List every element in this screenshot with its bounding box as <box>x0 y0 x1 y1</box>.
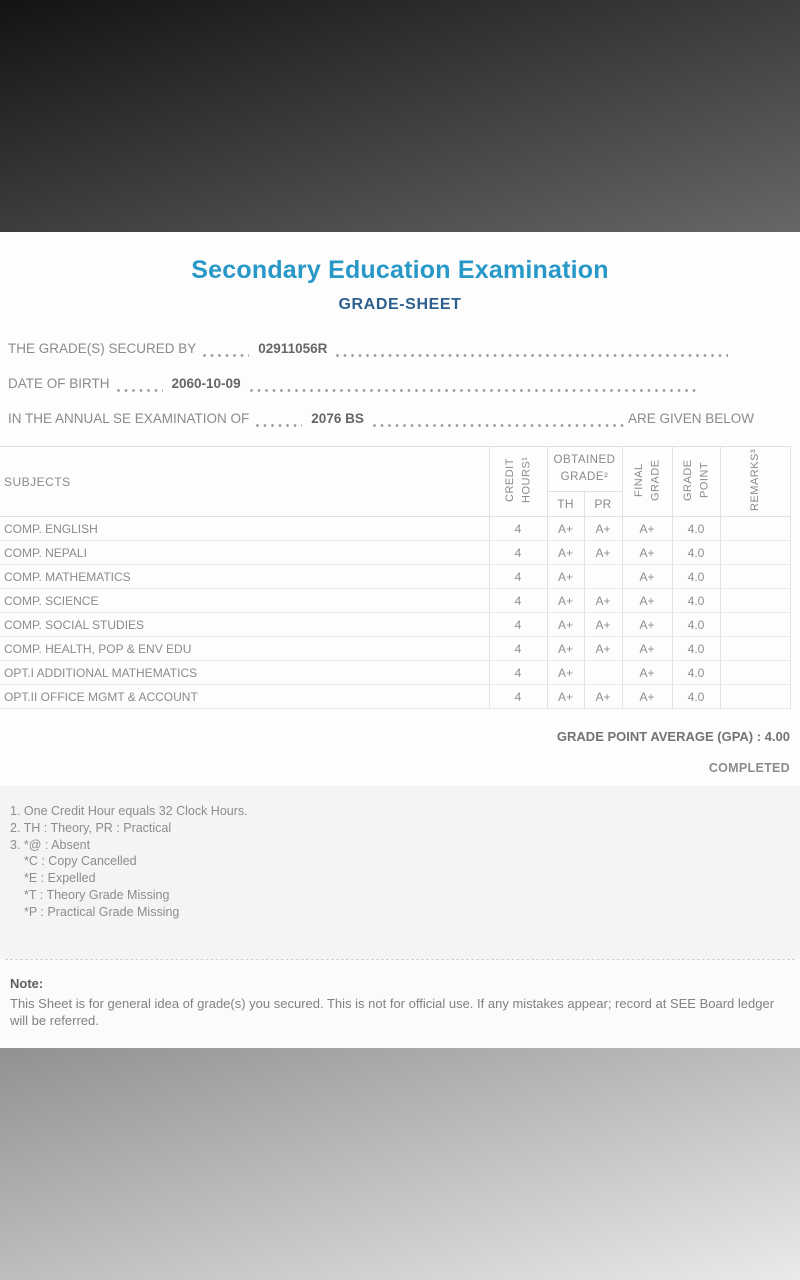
candidate-info <box>0 341 800 431</box>
pr-grade-cell <box>584 661 622 685</box>
remarks-cell <box>720 685 790 709</box>
table-row <box>0 685 790 709</box>
grade-point-cell: 4.0 <box>672 637 720 661</box>
grades-table <box>0 446 791 709</box>
th-grade-cell: A+ <box>547 541 584 565</box>
grade-point-cell: 4.0 <box>672 685 720 709</box>
table-row <box>0 661 790 685</box>
table-row <box>0 613 790 637</box>
final-grade-cell: A+ <box>622 637 672 661</box>
subject-cell: OPT.I ADDITIONAL MATHEMATICS <box>0 661 489 685</box>
final-grade-cell: A+ <box>622 565 672 589</box>
table-row <box>0 517 790 541</box>
top-gradient-background <box>0 0 800 232</box>
remarks-cell <box>720 661 790 685</box>
subject-cell: COMP. ENGLISH <box>0 517 489 541</box>
info-label: IN THE ANNUAL SE EXAMINATION OF <box>8 411 250 426</box>
pr-grade-cell: A+ <box>584 637 622 661</box>
remarks-cell <box>720 613 790 637</box>
credit-cell: 4 <box>489 589 547 613</box>
column-header-pr: PR <box>584 492 622 517</box>
credit-cell: 4 <box>489 685 547 709</box>
credit-cell: 4 <box>489 613 547 637</box>
page-subtitle: GRADE-SHEET <box>338 296 462 313</box>
column-header-th: TH <box>547 492 584 517</box>
credit-cell: 4 <box>489 661 547 685</box>
credit-cell: 4 <box>489 517 547 541</box>
info-label: THE GRADE(S) SECURED BY <box>8 341 197 356</box>
column-header-subjects: SUBJECTS <box>0 447 489 517</box>
pr-grade-cell: A+ <box>584 613 622 637</box>
dot-leader <box>203 354 249 357</box>
grade-point-cell: 4.0 <box>672 517 720 541</box>
note-section <box>0 960 800 1048</box>
th-grade-cell: A+ <box>547 565 584 589</box>
footnote-item: 3. *@ : Absent <box>10 837 91 852</box>
th-grade-cell: A+ <box>547 637 584 661</box>
symbol-number-value: 02911056R <box>258 341 328 356</box>
date-of-birth-value: 2060-10-09 <box>171 376 241 391</box>
remarks-cell <box>720 517 790 541</box>
footnote-item: *T : Theory Grade Missing <box>24 887 170 902</box>
column-header-remarks: REMARKS³ <box>720 447 790 517</box>
examination-year-value: 2076 BS <box>311 411 364 426</box>
grade-point-cell: 4.0 <box>672 589 720 613</box>
grade-sheet-card <box>0 232 800 1048</box>
column-header-grade-point: GRADE POINT <box>672 447 720 517</box>
dot-leader <box>336 354 728 357</box>
grade-point-cell: 4.0 <box>672 565 720 589</box>
th-grade-cell: A+ <box>547 685 584 709</box>
footnote-item: *P : Practical Grade Missing <box>24 904 180 919</box>
pr-grade-cell: A+ <box>584 589 622 613</box>
column-header-obtained-grade: OBTAINED GRADE² <box>547 447 622 492</box>
remarks-cell <box>720 565 790 589</box>
info-line-date-of-birth <box>0 376 800 396</box>
final-grade-cell: A+ <box>622 541 672 565</box>
remarks-cell <box>720 637 790 661</box>
th-grade-cell: A+ <box>547 613 584 637</box>
grade-point-cell: 4.0 <box>672 661 720 685</box>
th-grade-cell: A+ <box>547 589 584 613</box>
grade-point-cell: 4.0 <box>672 613 720 637</box>
dot-leader <box>373 424 624 427</box>
bottom-gradient-background <box>0 1048 800 1280</box>
credit-cell: 4 <box>489 565 547 589</box>
pr-grade-cell: A+ <box>584 541 622 565</box>
table-row <box>0 637 790 661</box>
final-grade-cell: A+ <box>622 613 672 637</box>
subject-cell: COMP. SCIENCE <box>0 589 489 613</box>
dot-leader <box>256 424 302 427</box>
subject-cell: OPT.II OFFICE MGMT & ACCOUNT <box>0 685 489 709</box>
subject-cell: COMP. MATHEMATICS <box>0 565 489 589</box>
final-grade-cell: A+ <box>622 589 672 613</box>
info-suffix: ARE GIVEN BELOW <box>627 411 754 426</box>
gpa-summary: GRADE POINT AVERAGE (GPA) : 4.00 <box>556 729 790 744</box>
subject-cell: COMP. SOCIAL STUDIES <box>0 613 489 637</box>
subject-cell: COMP. NEPALI <box>0 541 489 565</box>
th-grade-cell: A+ <box>547 517 584 541</box>
table-row <box>0 565 790 589</box>
column-header-final-grade: FINAL GRADE <box>622 447 672 517</box>
grade-point-cell: 4.0 <box>672 541 720 565</box>
footnotes-panel <box>0 786 800 959</box>
pr-grade-cell: A+ <box>584 685 622 709</box>
column-header-credit-hours: CREDIT HOURS¹ <box>489 447 547 517</box>
note-body: This Sheet is for general idea of grade(s) you secured. This is not for official use. If any mistakes appear; record at SEE Board ledger will be referred. <box>10 995 775 1028</box>
pr-grade-cell: A+ <box>584 517 622 541</box>
footnote-item: *E : Expelled <box>24 871 96 886</box>
note-heading: Note: <box>10 975 44 991</box>
status-badge: COMPLETED <box>708 761 790 775</box>
info-line-examination-year <box>0 411 800 431</box>
info-line-grades-secured-by <box>0 341 800 361</box>
credit-cell: 4 <box>489 637 547 661</box>
final-grade-cell: A+ <box>622 661 672 685</box>
table-row <box>0 541 790 565</box>
table-row <box>0 589 790 613</box>
remarks-cell <box>720 541 790 565</box>
th-grade-cell: A+ <box>547 661 584 685</box>
remarks-cell <box>720 589 790 613</box>
final-grade-cell: A+ <box>622 517 672 541</box>
final-grade-cell: A+ <box>622 685 672 709</box>
footnote-item: 1. One Credit Hour equals 32 Clock Hours. <box>10 804 248 818</box>
footnote-item: *C : Copy Cancelled <box>24 854 137 869</box>
pr-grade-cell <box>584 565 622 589</box>
page-title: Secondary Education Examination <box>191 256 609 284</box>
info-label: DATE OF BIRTH <box>8 376 110 391</box>
footnote-item: 2. TH : Theory, PR : Practical <box>10 820 172 835</box>
subject-cell: COMP. HEALTH, POP & ENV EDU <box>0 637 489 661</box>
dot-leader <box>117 389 163 392</box>
dot-leader <box>250 389 698 392</box>
credit-cell: 4 <box>489 541 547 565</box>
